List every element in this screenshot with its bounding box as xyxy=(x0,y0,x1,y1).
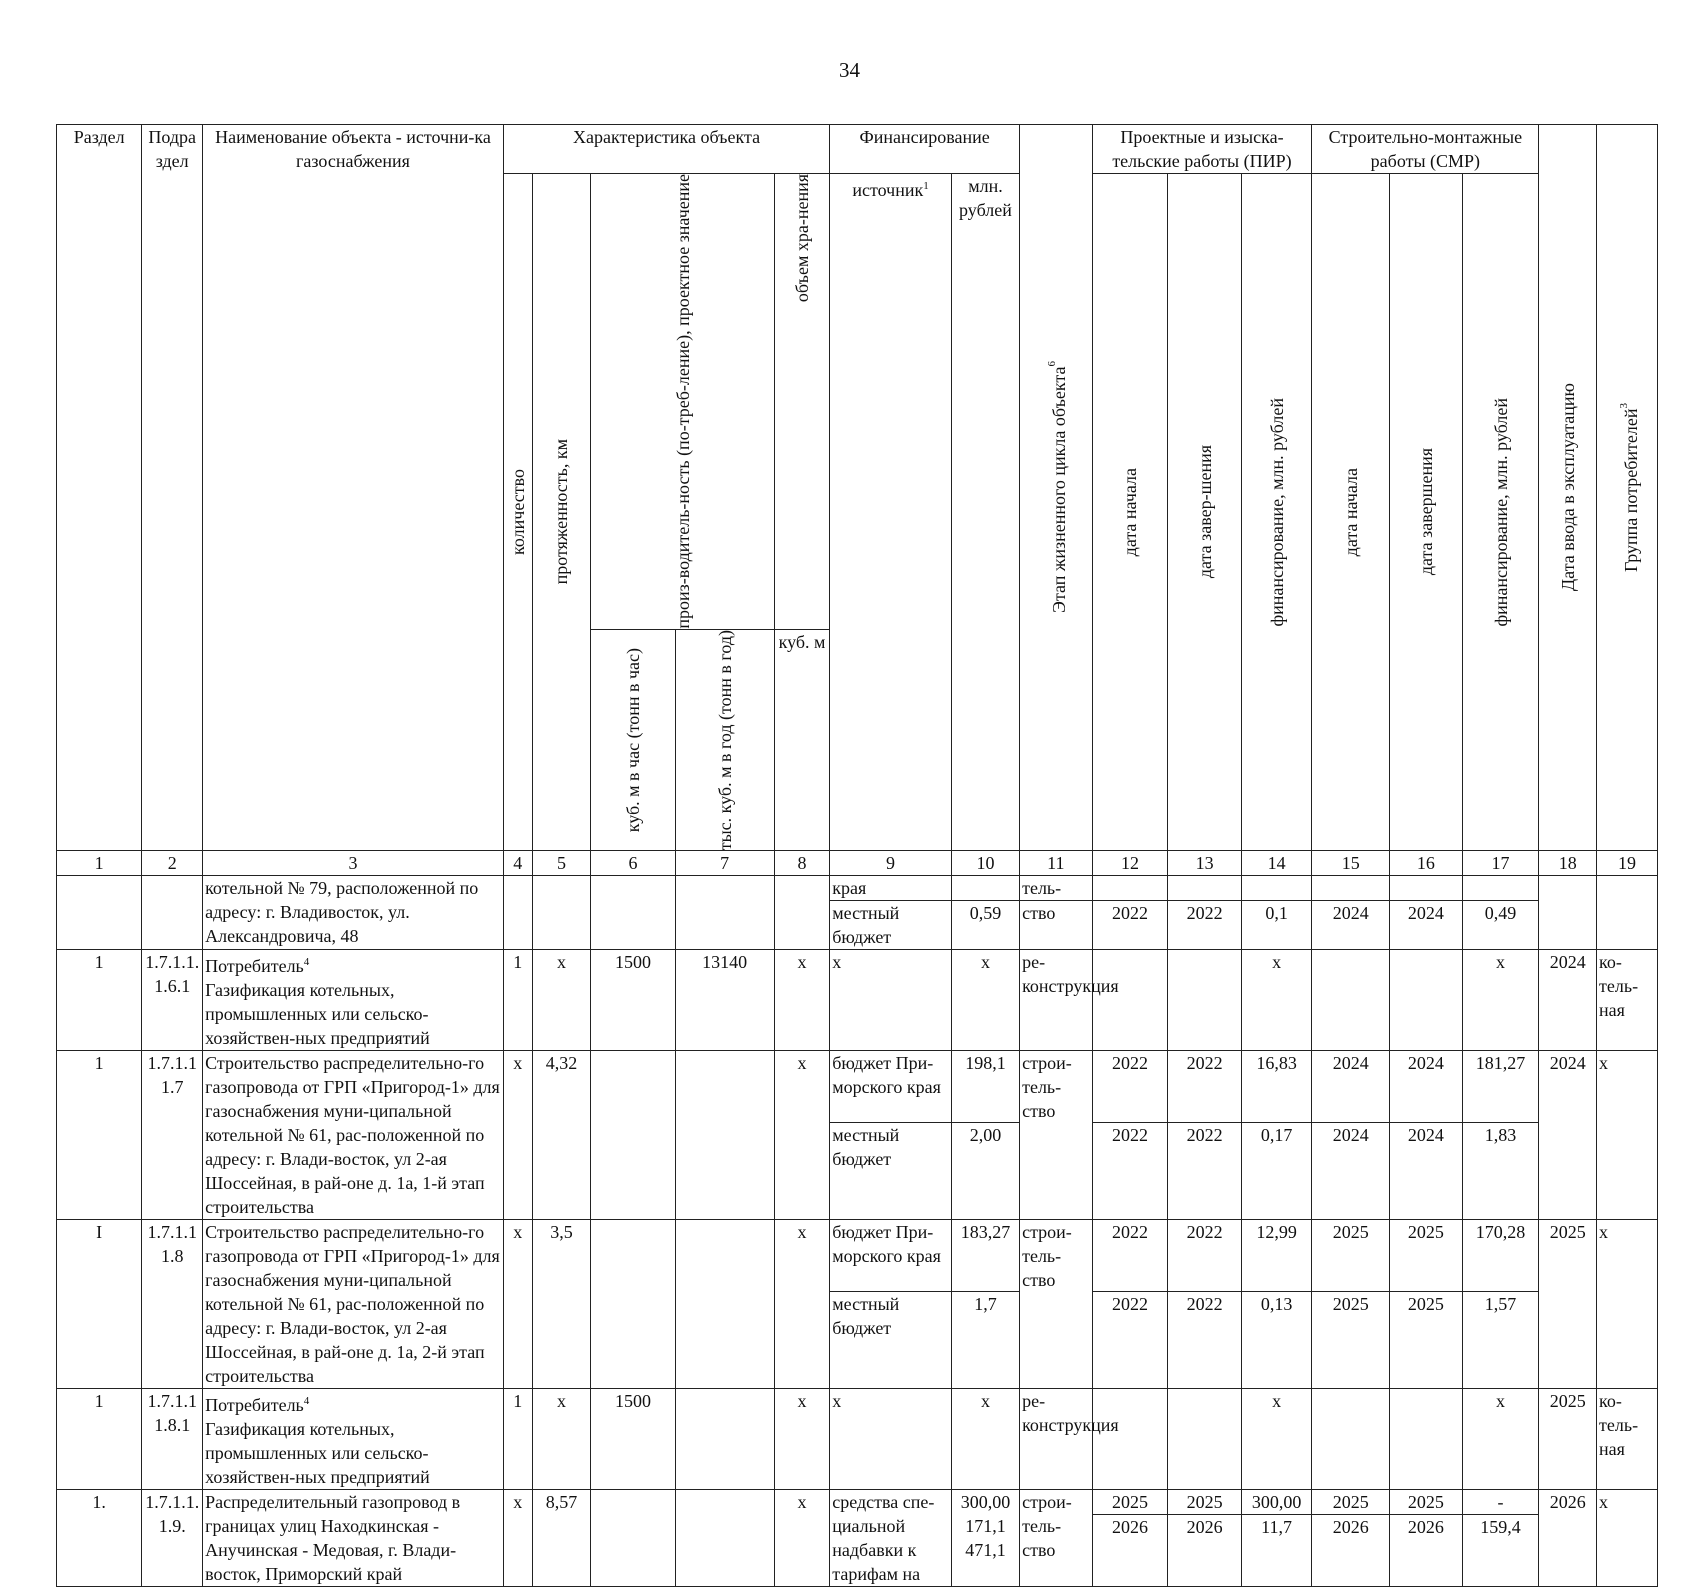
smr-financing: 1,83 xyxy=(1462,1123,1539,1220)
commission-date: 2024 xyxy=(1539,949,1597,1050)
col-num: 16 xyxy=(1390,850,1463,875)
stage: ре-конструкция xyxy=(1020,949,1093,1050)
smr-start: 2025 xyxy=(1312,1292,1390,1389)
stage: строи-тель-ство xyxy=(1020,1489,1093,1586)
amount: 2,00 xyxy=(951,1123,1019,1220)
table-row xyxy=(57,1219,1658,1291)
consumer-group: х xyxy=(1597,1050,1658,1219)
cell xyxy=(1092,875,1168,900)
col-num: 19 xyxy=(1597,850,1658,875)
smr-start: 2024 xyxy=(1312,1123,1390,1220)
source: средства спе-циальной надбавки к тарифам на xyxy=(830,1489,952,1586)
pir-financing: 11,7 xyxy=(1241,1514,1311,1586)
hdr-smr-financing: финансирование, млн. рублей xyxy=(1462,174,1539,851)
cell xyxy=(142,875,203,949)
cell xyxy=(1241,875,1311,900)
smr-start: 2024 xyxy=(1312,900,1390,949)
commission-date: 2024 xyxy=(1539,1050,1597,1219)
cell xyxy=(57,875,142,949)
cell xyxy=(1168,875,1242,900)
object-name: Строительство распределительно-го газопровода от ГРП «Пригород-1» для газоснабжения муни-ципальной котельной № 61, рас-положенной по адресу: г. Влади-восток, ул 2-ая Шоссейная, в рай-оне д. 1а, 2-й этап строительства xyxy=(203,1219,504,1388)
pir-end: 2022 xyxy=(1168,900,1242,949)
pir-financing: 0,13 xyxy=(1241,1292,1311,1389)
hdr-commission: Дата ввода в эксплуатацию xyxy=(1539,125,1597,851)
smr-financing: - xyxy=(1462,1489,1539,1514)
col-num: 10 xyxy=(951,850,1019,875)
pir-financing: х xyxy=(1241,949,1311,1050)
quantity: х xyxy=(503,1219,532,1388)
cell xyxy=(1390,949,1463,1050)
pir-end: 2022 xyxy=(1168,1123,1242,1220)
hdr-length: протяженность, км xyxy=(532,174,591,851)
razdel: 1 xyxy=(57,1050,142,1219)
length: 4,32 xyxy=(532,1050,591,1219)
podrazdel: 1.7.1.1 1.8.1 xyxy=(142,1388,203,1489)
smr-end: 2024 xyxy=(1390,1050,1463,1122)
hdr-consumer-group: Группа потребителей$^3$ xyxy=(1597,125,1658,851)
pir-financing: 0,17 xyxy=(1241,1123,1311,1220)
hdr-razdel: Раздел xyxy=(57,125,142,851)
cell xyxy=(591,1050,675,1219)
hdr-pir-financing: финансирование, млн. рублей xyxy=(1241,174,1311,851)
hdr-smr-date-end: дата завершения xyxy=(1390,174,1463,851)
table-row xyxy=(57,949,1658,1050)
hdr-object-name: Наименование объекта - источни-ка газоснабжения xyxy=(203,125,504,851)
col-num: 9 xyxy=(830,850,952,875)
cell xyxy=(1168,1388,1242,1489)
stage: строи-тель-ство xyxy=(1020,1050,1093,1219)
pir-start: 2022 xyxy=(1092,1050,1168,1122)
podrazdel: 1.7.1.1 1.8 xyxy=(142,1219,203,1388)
cell xyxy=(1390,1388,1463,1489)
col-num: 12 xyxy=(1092,850,1168,875)
col-num: 2 xyxy=(142,850,203,875)
col-num: 11 xyxy=(1020,850,1093,875)
object-name: Потребитель$^4$ Газификация котельных, промышленных или сельско-хозяйствен-ных предприятий xyxy=(203,1388,504,1489)
hdr-podrazdel: Подра здел xyxy=(142,125,203,851)
consumer-group: ко-тель-ная xyxy=(1597,1388,1658,1489)
smr-start: 2026 xyxy=(1312,1514,1390,1586)
consumer-group: ко-тель-ная xyxy=(1597,949,1658,1050)
storage: х xyxy=(774,1219,830,1388)
cell xyxy=(1597,875,1658,949)
quantity: 1 xyxy=(503,949,532,1050)
pir-end: 2022 xyxy=(1168,1219,1242,1291)
cell xyxy=(532,875,591,949)
cell xyxy=(675,1050,774,1219)
hdr-capacity-year: тыс. куб. м в год (тонн в год) xyxy=(675,629,774,850)
col-num: 1 xyxy=(57,850,142,875)
hdr-pir-date-end: дата завер-шения xyxy=(1168,174,1242,851)
smr-end: 2024 xyxy=(1390,900,1463,949)
source: местный бюджет xyxy=(830,1292,952,1389)
stage: ство xyxy=(1020,900,1093,949)
object-name: Потребитель$^4$ Газификация котельных, промышленных или сельско-хозяйствен-ных предприятий xyxy=(203,949,504,1050)
quantity: х xyxy=(503,1489,532,1586)
col-num: 6 xyxy=(591,850,675,875)
cell xyxy=(591,875,675,949)
table-row xyxy=(57,1050,1658,1122)
cell xyxy=(591,1489,675,1586)
pir-financing: 0,1 xyxy=(1241,900,1311,949)
smr-end: 2025 xyxy=(1390,1292,1463,1389)
cell xyxy=(675,1489,774,1586)
smr-financing: х xyxy=(1462,949,1539,1050)
object-name: Распределительный газопровод в границах улиц Находкинская - Анучинская - Медовая, г. Влади-восток, Приморский край xyxy=(203,1489,504,1586)
pir-start: 2022 xyxy=(1092,1219,1168,1291)
source: края xyxy=(830,875,952,900)
pir-financing: 300,00 xyxy=(1241,1489,1311,1514)
gas-supply-table xyxy=(56,124,1658,1587)
source: х xyxy=(830,1388,952,1489)
cell xyxy=(1462,875,1539,900)
pir-financing: 16,83 xyxy=(1241,1050,1311,1122)
length: х xyxy=(532,1388,591,1489)
cell xyxy=(774,875,830,949)
table-row xyxy=(57,1489,1658,1514)
table-row xyxy=(57,875,1658,900)
table-row xyxy=(57,1388,1658,1489)
hdr-smr: Строительно-монтажные работы (СМР) xyxy=(1312,125,1539,174)
source: бюджет При-морского края xyxy=(830,1219,952,1291)
col-num: 15 xyxy=(1312,850,1390,875)
commission-date: 2025 xyxy=(1539,1388,1597,1489)
cell xyxy=(675,1388,774,1489)
cell xyxy=(591,1219,675,1388)
source: местный бюджет xyxy=(830,1123,952,1220)
cell xyxy=(1092,949,1168,1050)
cell xyxy=(1168,949,1242,1050)
pir-financing: х xyxy=(1241,1388,1311,1489)
quantity: 1 xyxy=(503,1388,532,1489)
amount: 300,00 171,1 471,1 xyxy=(951,1489,1019,1586)
pir-end: 2022 xyxy=(1168,1050,1242,1122)
cell xyxy=(675,1219,774,1388)
cell xyxy=(1539,875,1597,949)
pir-start: 2025 xyxy=(1092,1489,1168,1514)
pir-end: 2025 xyxy=(1168,1489,1242,1514)
col-num: 8 xyxy=(774,850,830,875)
commission-date: 2026 xyxy=(1539,1489,1597,1586)
smr-start: 2025 xyxy=(1312,1489,1390,1514)
storage: х xyxy=(774,949,830,1050)
hdr-characteristics: Характеристика объекта xyxy=(503,125,829,174)
hdr-pir-date-start: дата начала xyxy=(1092,174,1168,851)
hdr-smr-date-start: дата начала xyxy=(1312,174,1390,851)
smr-start: 2024 xyxy=(1312,1050,1390,1122)
hdr-financing: Финансирование xyxy=(830,125,1020,174)
col-num: 4 xyxy=(503,850,532,875)
storage: х xyxy=(774,1050,830,1219)
smr-end: 2025 xyxy=(1390,1489,1463,1514)
pir-end: 2022 xyxy=(1168,1292,1242,1389)
stage: ре-конструкция xyxy=(1020,1388,1093,1489)
storage: х xyxy=(774,1388,830,1489)
consumer-group: х xyxy=(1597,1489,1658,1586)
capacity-hour: 1500 xyxy=(591,949,675,1050)
amount: 198,1 xyxy=(951,1050,1019,1122)
podrazdel: 1.7.1.1. 1.6.1 xyxy=(142,949,203,1050)
length: 8,57 xyxy=(532,1489,591,1586)
pir-start: 2022 xyxy=(1092,1123,1168,1220)
source: х xyxy=(830,949,952,1050)
amount: 0,59 xyxy=(951,900,1019,949)
pir-start: 2026 xyxy=(1092,1514,1168,1586)
amount: х xyxy=(951,949,1019,1050)
length: 3,5 xyxy=(532,1219,591,1388)
smr-start: 2025 xyxy=(1312,1219,1390,1291)
pir-end: 2026 xyxy=(1168,1514,1242,1586)
quantity: х xyxy=(503,1050,532,1219)
consumer-group: х xyxy=(1597,1219,1658,1388)
cell xyxy=(1092,1388,1168,1489)
pir-start: 2022 xyxy=(1092,900,1168,949)
source: бюджет При-морского края xyxy=(830,1050,952,1122)
hdr-quantity: количество xyxy=(503,174,532,851)
capacity-hour: 1500 xyxy=(591,1388,675,1489)
hdr-capacity: произ-водитель-ность (по-треб-ление), проектное значение xyxy=(591,174,774,630)
cell xyxy=(675,875,774,949)
razdel: 1 xyxy=(57,1388,142,1489)
pir-financing: 12,99 xyxy=(1241,1219,1311,1291)
object-name: Строительство распределительно-го газопровода от ГРП «Пригород-1» для газоснабжения муни-ципальной котельной № 61, рас-положенной по адресу: г. Влади-восток, ул 2-ая Шоссейная, в рай-оне д. 1а, 1-й этап строительства xyxy=(203,1050,504,1219)
col-num: 3 xyxy=(203,850,504,875)
col-num: 5 xyxy=(532,850,591,875)
hdr-capacity-hour: куб. м в час (тонн в час) xyxy=(591,629,675,850)
stage: тель- xyxy=(1020,875,1093,900)
smr-financing: 0,49 xyxy=(1462,900,1539,949)
col-num: 7 xyxy=(675,850,774,875)
cell xyxy=(503,875,532,949)
smr-financing: 1,57 xyxy=(1462,1292,1539,1389)
object-name: котельной № 79, расположенной по адресу: г. Владивосток, ул. Александровича, 48 xyxy=(203,875,504,949)
smr-financing: 181,27 xyxy=(1462,1050,1539,1122)
smr-financing: х xyxy=(1462,1388,1539,1489)
cell xyxy=(1312,949,1390,1050)
amount: 183,27 xyxy=(951,1219,1019,1291)
pir-start: 2022 xyxy=(1092,1292,1168,1389)
amount: х xyxy=(951,1388,1019,1489)
col-num: 18 xyxy=(1539,850,1597,875)
smr-end: 2024 xyxy=(1390,1123,1463,1220)
cell xyxy=(1312,875,1390,900)
hdr-mln-rubles: млн. рублей xyxy=(951,174,1019,851)
page-number: 34 xyxy=(839,58,860,82)
capacity-year: 13140 xyxy=(675,949,774,1050)
commission-date: 2025 xyxy=(1539,1219,1597,1388)
length: х xyxy=(532,949,591,1050)
col-num: 13 xyxy=(1168,850,1242,875)
cell xyxy=(1390,875,1463,900)
amount: 1,7 xyxy=(951,1292,1019,1389)
storage: х xyxy=(774,1489,830,1586)
column-numbers-row xyxy=(57,850,1658,875)
cell xyxy=(951,875,1019,900)
hdr-pir: Проектные и изыска-тельские работы (ПИР) xyxy=(1092,125,1312,174)
hdr-lifecycle: Этап жизненного цикла объекта$^6$ xyxy=(1020,125,1093,851)
col-num: 14 xyxy=(1241,850,1311,875)
podrazdel: 1.7.1.1 1.7 xyxy=(142,1050,203,1219)
smr-end: 2026 xyxy=(1390,1514,1463,1586)
smr-financing: 159,4 xyxy=(1462,1514,1539,1586)
smr-end: 2025 xyxy=(1390,1219,1463,1291)
hdr-storage: объем хра-нения xyxy=(774,174,830,630)
podrazdel: 1.7.1.1. 1.9. xyxy=(142,1489,203,1586)
cell xyxy=(1312,1388,1390,1489)
hdr-source: источник$^1$ xyxy=(830,174,952,851)
smr-financing: 170,28 xyxy=(1462,1219,1539,1291)
col-num: 17 xyxy=(1462,850,1539,875)
stage: строи-тель-ство xyxy=(1020,1219,1093,1388)
source: местный бюджет xyxy=(830,900,952,949)
hdr-storage-unit: куб. м xyxy=(774,629,830,850)
razdel: I xyxy=(57,1219,142,1388)
razdel: 1 xyxy=(57,949,142,1050)
razdel: 1. xyxy=(57,1489,142,1586)
